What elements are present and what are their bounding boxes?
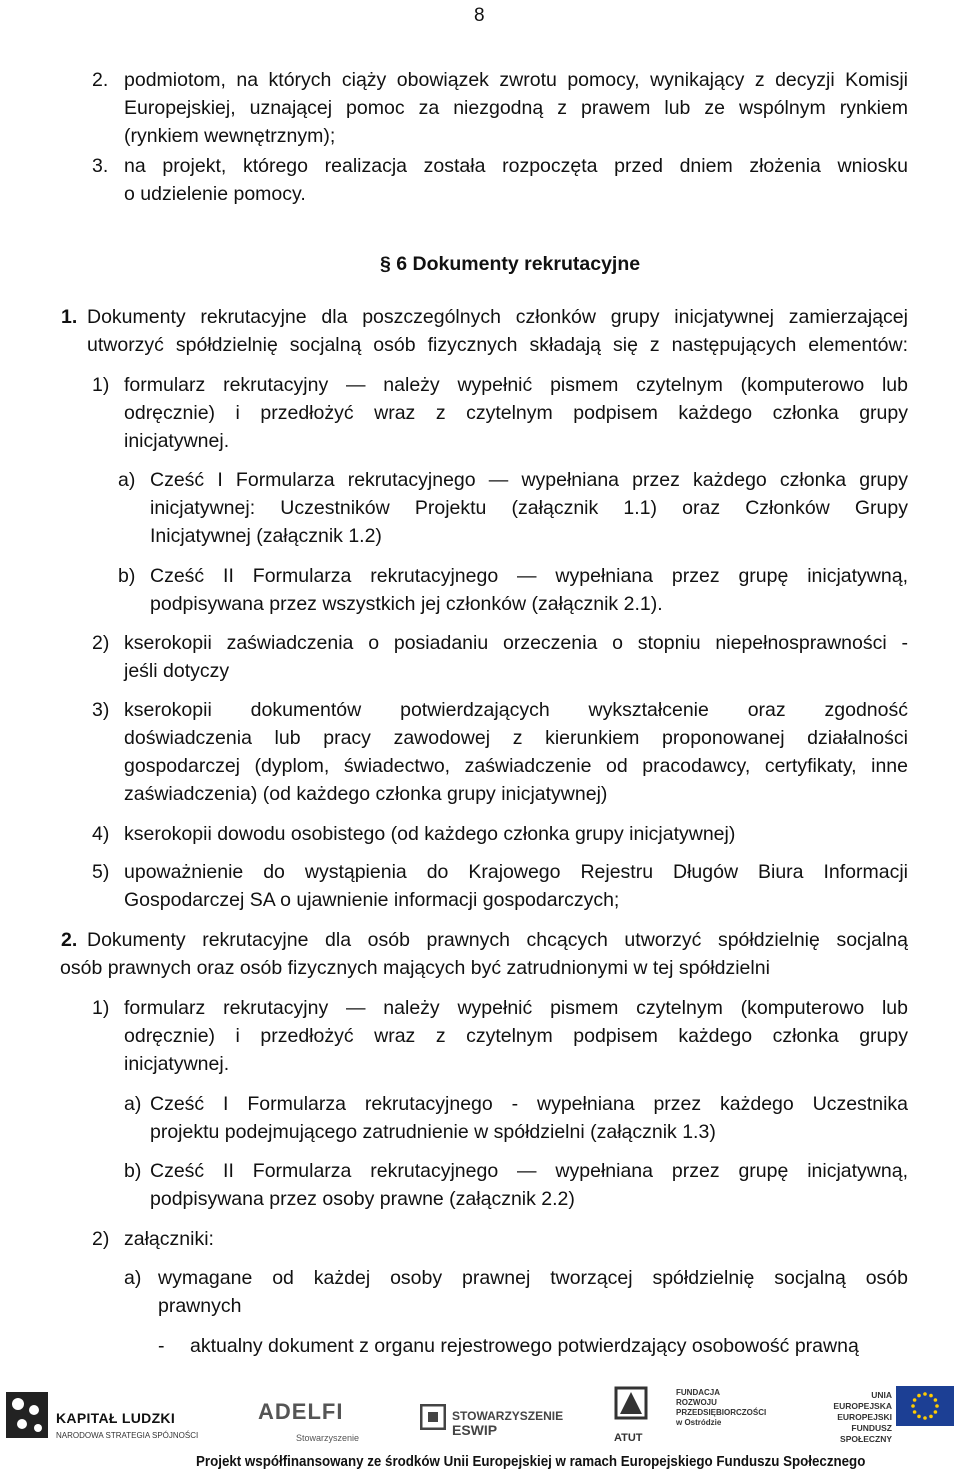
eswip-top: STOWARZYSZENIE	[452, 1409, 564, 1423]
eu-text	[816, 1390, 892, 1445]
item-text: Cześć II Formularza rekrutacyjnego — wypełniana przez grupę inicjatywną,	[150, 565, 908, 587]
item-text: podpisywana przez wszystkich jej członków (załącznik 2.1).	[150, 593, 663, 615]
paragraph-text: osób prawnych oraz osób fizycznych mających być zatrudnionymi w tej spółdzielni	[60, 957, 770, 979]
kapital-ludzki-title: KAPITAŁ LUDZKI	[56, 1410, 176, 1426]
item-text: doświadczenia lub pracy zawodowej z kierunkiem proponowanej działalności	[124, 727, 908, 749]
eswip-emblem-icon	[420, 1404, 446, 1430]
item-text: inicjatywnej: Uczestników Projektu (załącznik 1.1) oraz Członków Grupy	[150, 497, 908, 519]
item-text: zaświadczenia) (od każdego członka grupy inicjatywnej)	[124, 783, 608, 805]
atut-emblem-icon	[612, 1384, 650, 1422]
item-text: załączniki:	[124, 1228, 214, 1250]
item-text: odręcznie) i przedłożyć wraz z czytelnym podpisem każdego członka grupy	[124, 402, 908, 424]
paragraph-number: 2.	[61, 929, 78, 951]
list-item-text: Europejskiej, uznającej pomoc za niezgodną z prawem lub ze wspólnym rynkiem	[124, 97, 908, 119]
item-text: kserokopii dowodu osobistego (od każdego członka grupy inicjatywnej)	[124, 823, 736, 845]
adelfi-logo: ADELFI	[258, 1399, 344, 1424]
item-letter: a)	[118, 469, 136, 491]
footer-funding-note: Projekt współfinansowany ze środków Unii Europejskiej w ramach Europejskiego Funduszu Społecznego	[196, 1454, 866, 1470]
item-text: prawnych	[158, 1295, 242, 1317]
list-number: 3.	[92, 155, 109, 177]
item-text: kserokopii zaświadczenia o posiadaniu orzeczenia o stopniu niepełnosprawności -	[124, 632, 908, 654]
item-text: Cześć II Formularza rekrutacyjnego — wypełniana przez grupę inicjatywną,	[150, 1160, 908, 1182]
item-number: 4)	[92, 823, 110, 845]
list-item-text: na projekt, którego realizacja została rozpoczęta przed dniem złożenia wniosku	[124, 155, 908, 177]
eu-line: EUROPEJSKI	[837, 1412, 892, 1422]
fundacja-text	[676, 1388, 766, 1428]
paragraph-text: Dokumenty rekrutacyjne dla osób prawnych chcących utworzyć spółdzielnię socjalną	[87, 929, 908, 951]
item-number: 5)	[92, 861, 110, 883]
fundacja-line: PRZEDSIĘBIORCZOŚCI	[676, 1408, 767, 1417]
item-text: Cześć I Formularza rekrutacyjnego - wypełniana przez każdego Uczestnika	[150, 1093, 908, 1115]
item-number: 2)	[92, 1228, 110, 1250]
adelfi-subtitle: Stowarzyszenie	[296, 1433, 360, 1443]
kapital-ludzki-subtitle: NARODOWA STRATEGIA SPÓJNOŚCI	[56, 1431, 199, 1440]
item-text: wymagane od każdej osoby prawnej tworzącej spółdzielnię socjalną osób	[158, 1267, 908, 1289]
paragraph-text: Dokumenty rekrutacyjne dla poszczególnych członków grupy inicjatywnej zamierzającej	[87, 306, 908, 328]
item-number: 1)	[92, 997, 110, 1019]
eswip-name: ESWIP	[452, 1422, 498, 1438]
list-item-text: podmiotom, na których ciąży obowiązek zwrotu pomocy, wynikający z decyzji Komisji	[124, 69, 908, 91]
item-number: 3)	[92, 699, 110, 721]
item-text: Inicjatywnej (załącznik 1.2)	[150, 525, 382, 547]
paragraph-number: 1.	[61, 306, 78, 328]
item-text: odręcznie) i przedłożyć wraz z czytelnym podpisem każdego członka grupy	[124, 1025, 908, 1047]
fundacja-line: ROZWOJU	[676, 1398, 717, 1407]
page-number: 8	[474, 5, 485, 26]
item-letter: b)	[124, 1160, 142, 1182]
item-text: gospodarczej (dyplom, świadectwo, zaświadczenie od pracodawcy, certyfikaty, inne	[124, 755, 908, 777]
item-letter: a)	[124, 1267, 142, 1289]
item-dash: -	[158, 1335, 165, 1357]
fundacja-line: FUNDACJA	[676, 1388, 720, 1397]
eu-flag-icon	[896, 1386, 954, 1426]
item-text: formularz rekrutacyjny — należy wypełnić pismem czytelnym (komputerowo lub	[124, 374, 908, 396]
item-text: projektu podejmującego zatrudnienie w spółdzielni (załącznik 1.3)	[150, 1121, 716, 1143]
item-text: inicjatywnej.	[124, 1053, 230, 1075]
item-text: formularz rekrutacyjny — należy wypełnić pismem czytelnym (komputerowo lub	[124, 997, 908, 1019]
list-item-text: (rynkiem wewnętrznym);	[124, 125, 336, 147]
item-letter: a)	[124, 1093, 142, 1115]
item-text: podpisywana przez osoby prawne (załącznik 2.2)	[150, 1188, 575, 1210]
list-item-text: o udzielenie pomocy.	[124, 183, 306, 205]
item-text: kserokopii dokumentów potwierdzających wykształcenie oraz zgodność	[124, 699, 908, 721]
eu-line: UNIA EUROPEJSKA	[833, 1390, 892, 1411]
item-number: 1)	[92, 374, 110, 396]
item-text: inicjatywnej.	[124, 430, 230, 452]
item-text: upoważnienie do wystąpienia do Krajowego Rejestru Długów Biura Informacji	[124, 861, 908, 883]
footer-logos	[0, 1382, 960, 1452]
list-number: 2.	[92, 69, 109, 91]
paragraph-text: utworzyć spółdzielnię socjalną osób fizycznych składają się z następujących elementów:	[87, 334, 908, 356]
eu-line: FUNDUSZ SPOŁECZNY	[840, 1423, 892, 1444]
item-number: 2)	[92, 632, 110, 654]
atut-name: ATUT	[614, 1432, 643, 1444]
item-text: aktualny dokument z organu rejestrowego potwierdzający osobowość prawną	[190, 1335, 859, 1357]
item-letter: b)	[118, 565, 136, 587]
item-text: Gospodarczej SA o ujawnienie informacji gospodarczych;	[124, 889, 620, 911]
fundacja-line: w Ostródzie	[676, 1418, 722, 1427]
kapital-ludzki-emblem-icon	[4, 1390, 50, 1440]
item-text: Cześć I Formularza rekrutacyjnego — wypełniana przez każdego członka grupy	[150, 469, 908, 491]
item-text: jeśli dotyczy	[124, 660, 230, 682]
section-heading: § 6 Dokumenty rekrutacyjne	[380, 253, 641, 275]
